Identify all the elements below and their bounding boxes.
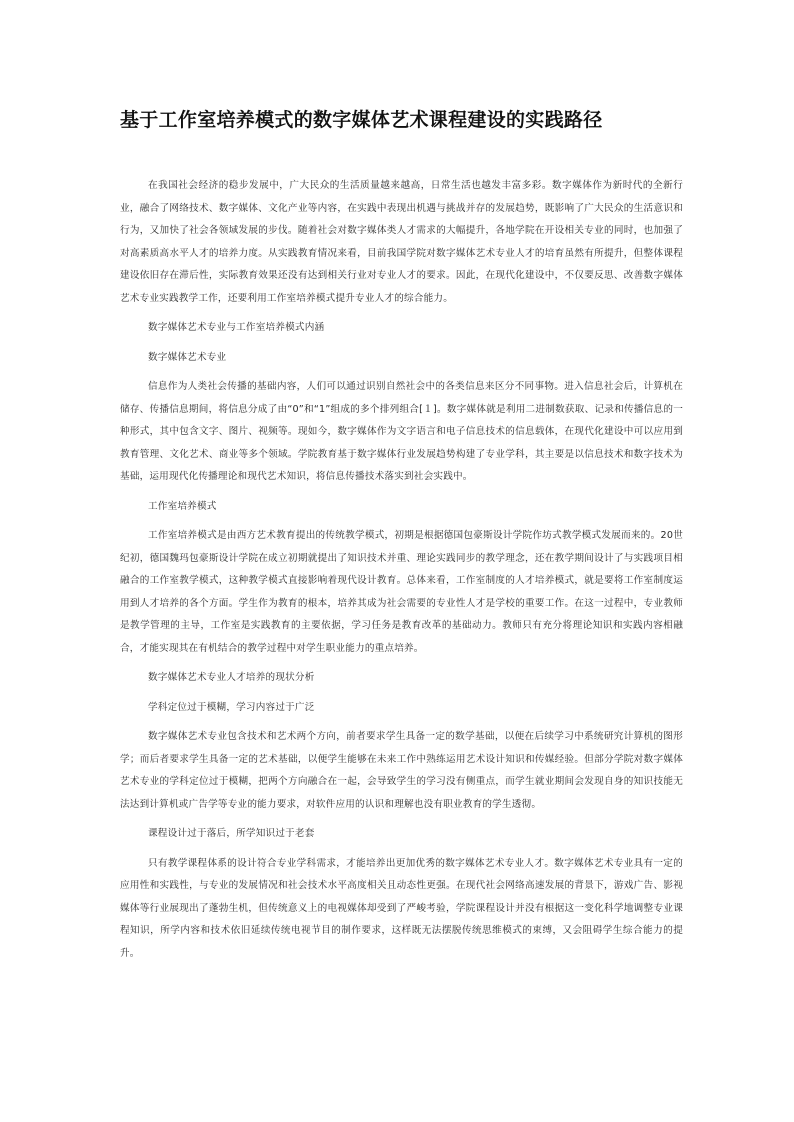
paragraph-digital-media: 信息作为人类社会传播的基础内容，人们可以通过识别自然社会中的各类信息来区分不同事物。进入信息社会后，计算机在储存、传播信息期间，将信息分成了由“0”和“1”组成的多个排列组合[１]。数字媒体就是利用二进制数获取、记录和传播信息的一种形式，其中包含文字、图片、视频等。现如今，数字媒体作为文字语言和电子信息技术的信息载体，在现代化建设中可以应用到教育管理、文化艺术、商业等多个领域。学院教育基于数字媒体行业发展趋势构建了专业学科，其主要是以信息技术和数字技术为基础，运用现代化传播理论和现代艺术知识，将信息传播技术落实到社会实践中。: [120, 381, 683, 482]
subsection-heading: 工作室培养模式: [148, 500, 217, 512]
section-heading: 数字媒体艺术专业与工作室培养模式内涵: [148, 322, 325, 333]
paragraph-studio-mode: 工作室培养模式是由西方艺术教育提出的传统教学模式，初期是根据德国包豪斯设计学院作坊式教学模式发展而来的。20世纪初，德国魏玛包豪斯设计学院在成立初期就提出了知识技术并重、理论实践同步的教学理念，还在教学期间设计了与实践项目相融合的工作室教学模式，这种教学模式直接影响着现代设计教育。总体来看，工作室制度的人才培养模式，就是要将工作室制度运用到人才培养的各个方面。学生作为教育的根本，培养其成为社会需要的专业性人才是学校的重要工作。在这一过程中，专业教师是教学管理的主导，工作室是实践教育的主要依据，学习任务是教育改革的基础动力。教师只有充分将理论知识和实践内容相融合，才能实现其在有机结合的教学过程中对学生职业能力的重点培养。: [120, 530, 683, 654]
subsection-heading: 数字媒体艺术专业: [148, 351, 227, 363]
paragraph-intro: 在我国社会经济的稳步发展中，广大民众的生活质量越来越高，日常生活也越发丰富多彩。数字媒体作为新时代的全新行业，融合了网络技术、数字媒体、文化产业等内容，在实践中表现出机遇与挑战并存的发展趋势，既影响了广大民众的生活意识和行为，又加快了社会各领域发展的步伐。随着社会对数字媒体类人才需求的大幅提升，各地学院在开设相关专业的同时，也加强了对高素质高水平人才的培养力度。从实践教育情况来看，目前我国学院对数字媒体艺术专业人才的培育虽然有所提升，但整体课程建设依旧存在滞后性，实际教育效果还没有达到相关行业对专业人才的要求。因此，在现代化建设中，不仅要反思、改善数字媒体艺术专业实践教学工作，还要利用工作室培养模式提升专业人才的综合能力。: [120, 180, 683, 304]
subsection-heading: 学科定位过于模糊，学习内容过于广泛: [148, 701, 315, 713]
section-heading: 数字媒体艺术专业人才培养的现状分析: [148, 672, 315, 683]
document-body: [120, 175, 683, 965]
paragraph-discipline-positioning: 数字媒体艺术专业包含技术和艺术两个方向，前者要求学生具备一定的数学基础，以便在后续学习中系统研究计算机的图形学；而后者要求学生具备一定的艺术基础，以便学生能够在未来工作中熟练运用艺术设计知识和传媒经验。但部分学院对数字媒体艺术专业的学科定位过于模糊，把两个方向融合在一起，会导致学生的学习没有侧重点，而学生就业期间会发现自身的知识技能无法达到计算机或广告学等专业的能力要求，对软件应用的认识和理解也没有职业教育的学生透彻。: [120, 731, 683, 810]
subsection-heading: 课程设计过于落后，所学知识过于老套: [148, 828, 315, 839]
page-title: 基于工作室培养模式的数字媒体艺术课程建设的实践路径: [120, 109, 603, 131]
paragraph-curriculum-design: 只有教学课程体系的设计符合专业学科需求，才能培养出更加优秀的数字媒体艺术专业人才。数字媒体艺术专业具有一定的应用性和实践性，与专业的发展情况和社会技术水平高度相关且动态性更强。在现代社会网络高速发展的背景下，游戏广告、影视媒体等行业展现出了蓬勃生机，但传统意义上的电视媒体却受到了严峻考验，学院课程设计并没有根据这一变化科学地调整专业课程知识，所学内容和技术依旧延续传统电视节目的制作要求，这样既无法摆脱传统思维模式的束缚，又会阻碍学生综合能力的提升。: [120, 857, 683, 959]
